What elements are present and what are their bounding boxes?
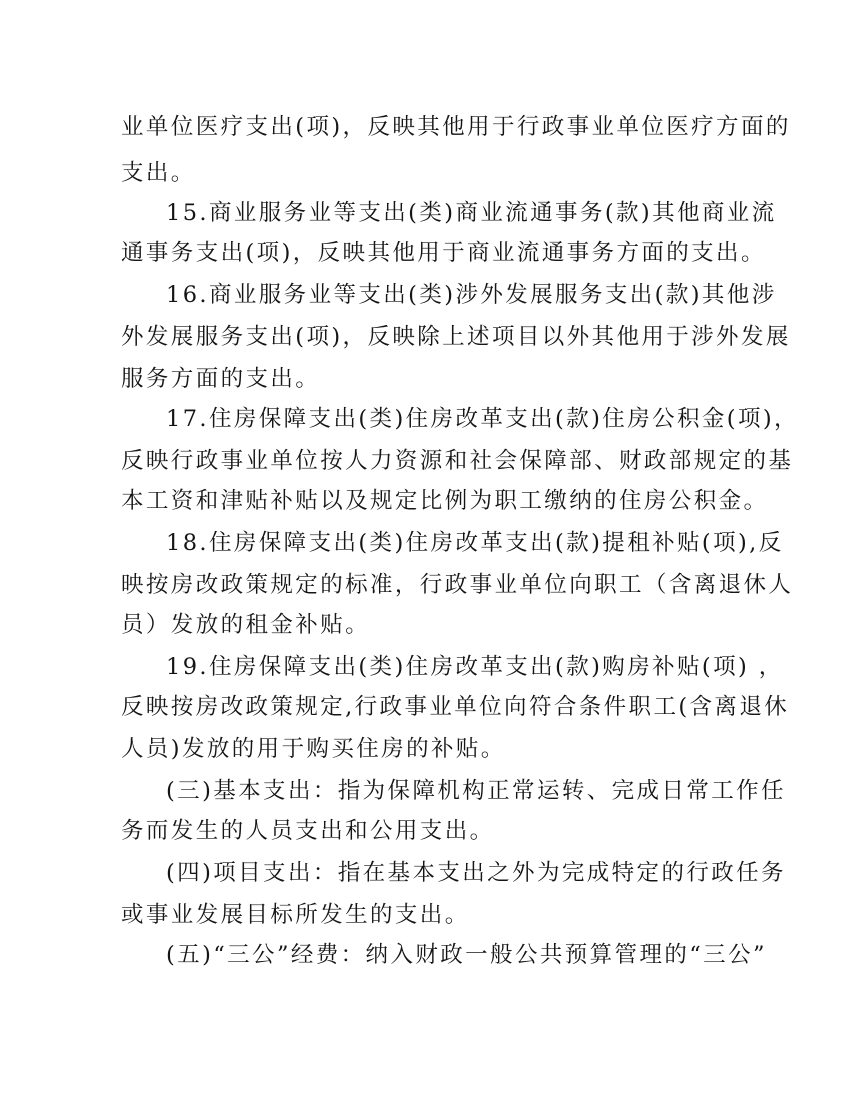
text-line: 15.商业服务业等支出(类)商业流通事务(款)其他商业流	[166, 200, 777, 226]
text-line: 外发展服务支出(项)，反映除上述项目以外其他用于涉外发展	[121, 324, 791, 350]
text-line: 反映按房改政策规定,行政事业单位向符合条件职工(含离退休	[121, 694, 790, 720]
text-line: 本工资和津贴补贴以及规定比例为职工缴纳的住房公积金。	[121, 488, 769, 514]
text-line: 员）发放的租金补贴。	[121, 612, 371, 638]
text-line: 反映行政事业单位按人力资源和社会保障部、财政部规定的基	[121, 448, 794, 474]
text-line: 支出。	[121, 160, 196, 186]
text-line: 映按房改政策规定的标准，行政事业单位向职工（含离退休人	[121, 572, 794, 598]
text-line: 业单位医疗支出(项)，反映其他用于行政事业单位医疗方面的	[121, 114, 791, 140]
text-line: (五)“三公”经费：纳入财政一般公共预算管理的“三公”	[166, 942, 767, 968]
text-line: (三)基本支出：指为保障机构正常运转、完成日常工作任	[166, 778, 786, 804]
text-line: 17.住房保障支出(类)住房改革支出(款)住房公积金(项)，	[166, 406, 799, 432]
text-line: 18.住房保障支出(类)住房改革支出(款)提租补贴(项),反	[166, 530, 784, 556]
text-line: 16.商业服务业等支出(类)涉外发展服务支出(款)其他涉	[166, 282, 777, 308]
text-line: 服务方面的支出。	[121, 366, 321, 392]
text-line: 务而发生的人员支出和公用支出。	[121, 818, 495, 844]
text-line: 或事业发展目标所发生的支出。	[121, 902, 470, 928]
text-line: (四)项目支出：指在基本支出之外为完成特定的行政任务	[166, 860, 786, 886]
text-line: 通事务支出(项)，反映其他用于商业流通事务方面的支出。	[121, 240, 766, 266]
text-line: 19.住房保障支出(类)住房改革支出(款)购房补贴(项) ，	[166, 654, 784, 680]
text-line: 人员)发放的用于购买住房的补贴。	[121, 736, 506, 762]
